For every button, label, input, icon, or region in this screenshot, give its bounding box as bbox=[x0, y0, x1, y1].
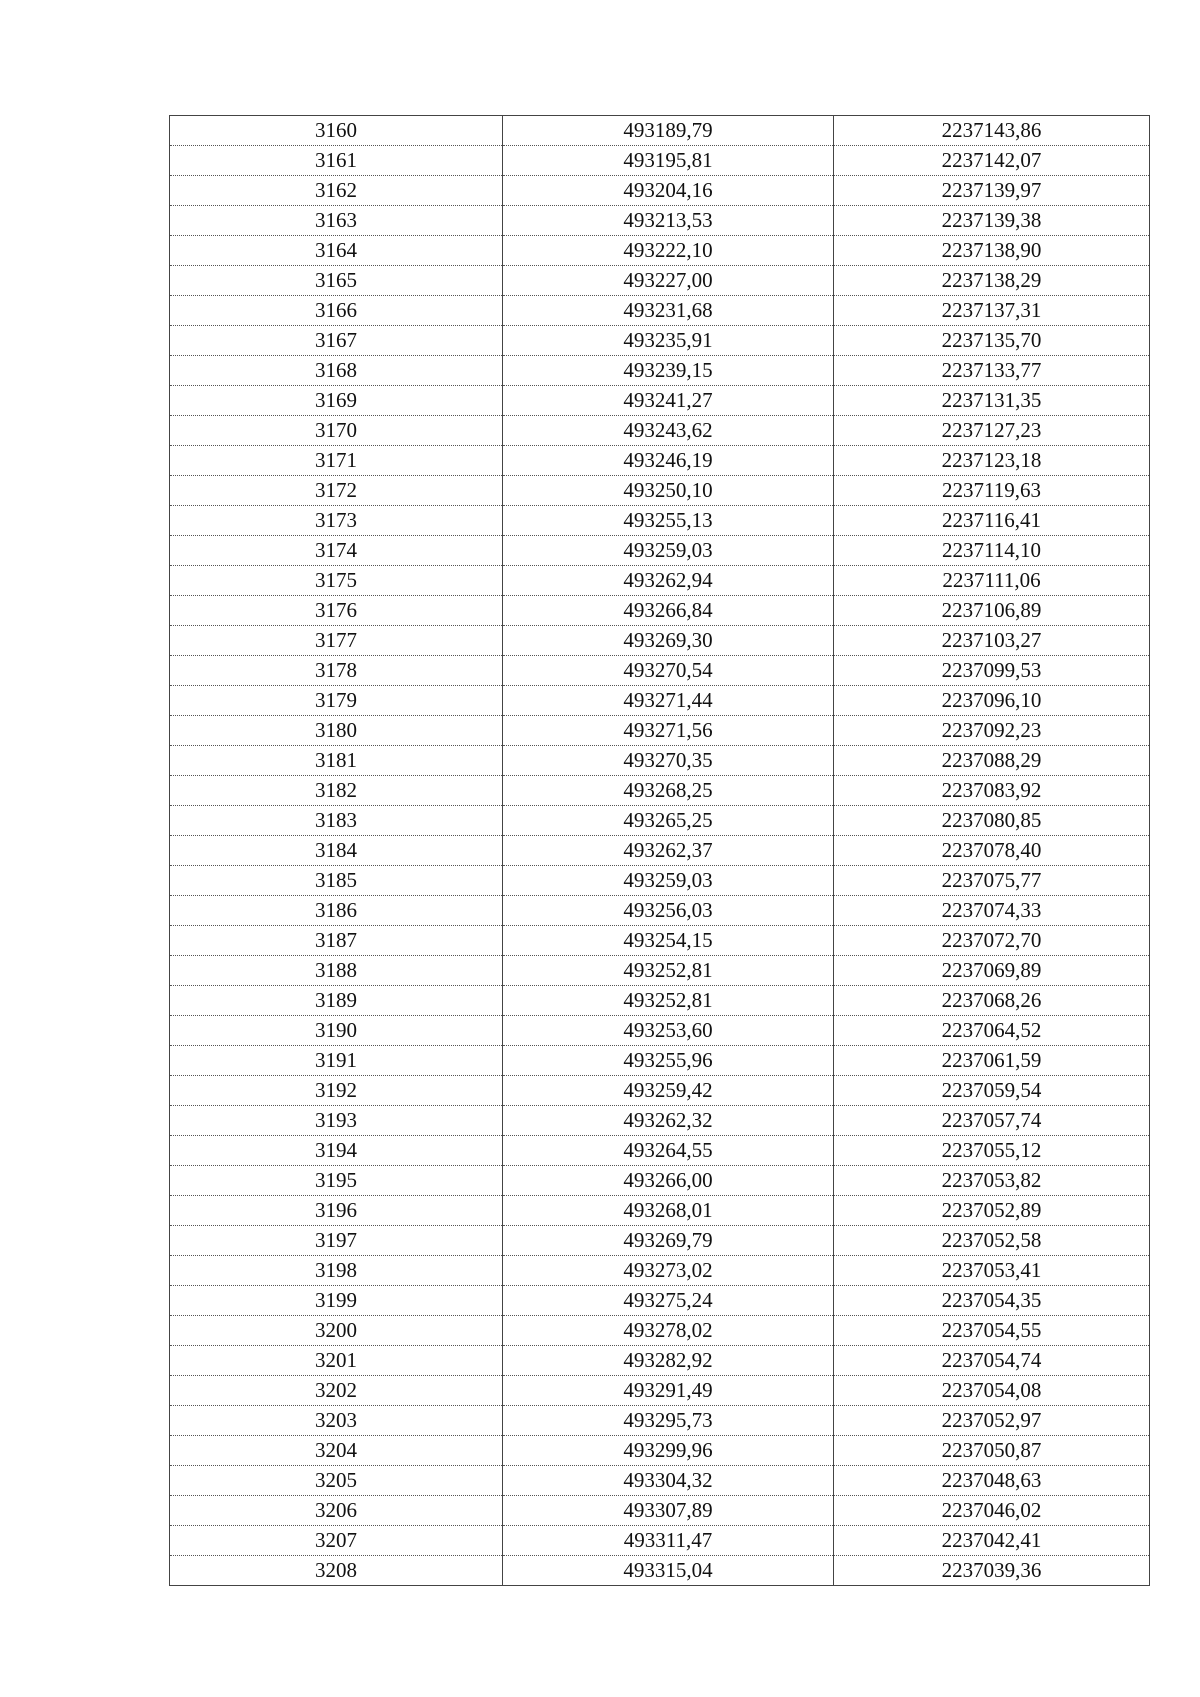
x-coordinate-cell: 493270,35 bbox=[503, 746, 834, 776]
x-coordinate-cell: 493268,01 bbox=[503, 1196, 834, 1226]
x-coordinate-cell: 493259,03 bbox=[503, 866, 834, 896]
point-number-cell: 3202 bbox=[170, 1376, 503, 1406]
y-coordinate-cell: 2237083,92 bbox=[834, 776, 1150, 806]
point-number-cell: 3175 bbox=[170, 566, 503, 596]
x-coordinate-cell: 493315,04 bbox=[503, 1556, 834, 1586]
x-coordinate-cell: 493295,73 bbox=[503, 1406, 834, 1436]
point-number-cell: 3170 bbox=[170, 416, 503, 446]
y-coordinate-cell: 2237068,26 bbox=[834, 986, 1150, 1016]
table-row bbox=[170, 926, 1150, 956]
point-number-cell: 3190 bbox=[170, 1016, 503, 1046]
y-coordinate-cell: 2237138,90 bbox=[834, 236, 1150, 266]
x-coordinate-cell: 493268,25 bbox=[503, 776, 834, 806]
table-row bbox=[170, 176, 1150, 206]
point-number-cell: 3204 bbox=[170, 1436, 503, 1466]
point-number-cell: 3178 bbox=[170, 656, 503, 686]
point-number-cell: 3198 bbox=[170, 1256, 503, 1286]
point-number-cell: 3203 bbox=[170, 1406, 503, 1436]
point-number-cell: 3194 bbox=[170, 1136, 503, 1166]
x-coordinate-cell: 493204,16 bbox=[503, 176, 834, 206]
y-coordinate-cell: 2237099,53 bbox=[834, 656, 1150, 686]
x-coordinate-cell: 493307,89 bbox=[503, 1496, 834, 1526]
x-coordinate-cell: 493255,13 bbox=[503, 506, 834, 536]
y-coordinate-cell: 2237137,31 bbox=[834, 296, 1150, 326]
y-coordinate-cell: 2237143,86 bbox=[834, 116, 1150, 146]
table-row bbox=[170, 1436, 1150, 1466]
table-row bbox=[170, 866, 1150, 896]
x-coordinate-cell: 493227,00 bbox=[503, 266, 834, 296]
point-number-cell: 3173 bbox=[170, 506, 503, 536]
y-coordinate-cell: 2237069,89 bbox=[834, 956, 1150, 986]
y-coordinate-cell: 2237052,89 bbox=[834, 1196, 1150, 1226]
point-number-cell: 3199 bbox=[170, 1286, 503, 1316]
table-row bbox=[170, 1376, 1150, 1406]
table-row bbox=[170, 836, 1150, 866]
table-row bbox=[170, 116, 1150, 146]
table-row bbox=[170, 1076, 1150, 1106]
table-row bbox=[170, 1556, 1150, 1586]
y-coordinate-cell: 2237103,27 bbox=[834, 626, 1150, 656]
point-number-cell: 3207 bbox=[170, 1526, 503, 1556]
table-row bbox=[170, 1346, 1150, 1376]
table-row bbox=[170, 776, 1150, 806]
table-row bbox=[170, 296, 1150, 326]
y-coordinate-cell: 2237139,38 bbox=[834, 206, 1150, 236]
y-coordinate-cell: 2237052,58 bbox=[834, 1226, 1150, 1256]
point-number-cell: 3200 bbox=[170, 1316, 503, 1346]
y-coordinate-cell: 2237074,33 bbox=[834, 896, 1150, 926]
point-number-cell: 3208 bbox=[170, 1556, 503, 1586]
x-coordinate-cell: 493270,54 bbox=[503, 656, 834, 686]
y-coordinate-cell: 2237092,23 bbox=[834, 716, 1150, 746]
y-coordinate-cell: 2237054,08 bbox=[834, 1376, 1150, 1406]
table-row bbox=[170, 206, 1150, 236]
y-coordinate-cell: 2237138,29 bbox=[834, 266, 1150, 296]
table-row bbox=[170, 356, 1150, 386]
point-number-cell: 3186 bbox=[170, 896, 503, 926]
table-row bbox=[170, 986, 1150, 1016]
y-coordinate-cell: 2237053,82 bbox=[834, 1166, 1150, 1196]
table-row bbox=[170, 1106, 1150, 1136]
x-coordinate-cell: 493189,79 bbox=[503, 116, 834, 146]
y-coordinate-cell: 2237088,29 bbox=[834, 746, 1150, 776]
point-number-cell: 3162 bbox=[170, 176, 503, 206]
point-number-cell: 3183 bbox=[170, 806, 503, 836]
table-row bbox=[170, 236, 1150, 266]
y-coordinate-cell: 2237114,10 bbox=[834, 536, 1150, 566]
table-row bbox=[170, 1016, 1150, 1046]
table-row bbox=[170, 1226, 1150, 1256]
point-number-cell: 3163 bbox=[170, 206, 503, 236]
point-number-cell: 3192 bbox=[170, 1076, 503, 1106]
table-row bbox=[170, 596, 1150, 626]
y-coordinate-cell: 2237048,63 bbox=[834, 1466, 1150, 1496]
x-coordinate-cell: 493299,96 bbox=[503, 1436, 834, 1466]
y-coordinate-cell: 2237052,97 bbox=[834, 1406, 1150, 1436]
x-coordinate-cell: 493254,15 bbox=[503, 926, 834, 956]
x-coordinate-cell: 493265,25 bbox=[503, 806, 834, 836]
y-coordinate-cell: 2237111,06 bbox=[834, 566, 1150, 596]
y-coordinate-cell: 2237054,35 bbox=[834, 1286, 1150, 1316]
x-coordinate-cell: 493262,32 bbox=[503, 1106, 834, 1136]
point-number-cell: 3174 bbox=[170, 536, 503, 566]
table-row bbox=[170, 1136, 1150, 1166]
x-coordinate-cell: 493262,94 bbox=[503, 566, 834, 596]
x-coordinate-cell: 493266,00 bbox=[503, 1166, 834, 1196]
x-coordinate-cell: 493271,44 bbox=[503, 686, 834, 716]
point-number-cell: 3176 bbox=[170, 596, 503, 626]
x-coordinate-cell: 493213,53 bbox=[503, 206, 834, 236]
point-number-cell: 3172 bbox=[170, 476, 503, 506]
point-number-cell: 3195 bbox=[170, 1166, 503, 1196]
table-row bbox=[170, 446, 1150, 476]
y-coordinate-cell: 2237127,23 bbox=[834, 416, 1150, 446]
point-number-cell: 3168 bbox=[170, 356, 503, 386]
x-coordinate-cell: 493311,47 bbox=[503, 1526, 834, 1556]
point-number-cell: 3166 bbox=[170, 296, 503, 326]
x-coordinate-cell: 493241,27 bbox=[503, 386, 834, 416]
x-coordinate-cell: 493291,49 bbox=[503, 1376, 834, 1406]
y-coordinate-cell: 2237133,77 bbox=[834, 356, 1150, 386]
x-coordinate-cell: 493246,19 bbox=[503, 446, 834, 476]
table-row bbox=[170, 746, 1150, 776]
x-coordinate-cell: 493239,15 bbox=[503, 356, 834, 386]
x-coordinate-cell: 493256,03 bbox=[503, 896, 834, 926]
y-coordinate-cell: 2237046,02 bbox=[834, 1496, 1150, 1526]
table-row bbox=[170, 626, 1150, 656]
point-number-cell: 3182 bbox=[170, 776, 503, 806]
point-number-cell: 3169 bbox=[170, 386, 503, 416]
point-number-cell: 3205 bbox=[170, 1466, 503, 1496]
y-coordinate-cell: 2237064,52 bbox=[834, 1016, 1150, 1046]
table-row bbox=[170, 1406, 1150, 1436]
y-coordinate-cell: 2237059,54 bbox=[834, 1076, 1150, 1106]
table-row bbox=[170, 1256, 1150, 1286]
x-coordinate-cell: 493278,02 bbox=[503, 1316, 834, 1346]
table-row bbox=[170, 416, 1150, 446]
table-row bbox=[170, 1046, 1150, 1076]
point-number-cell: 3184 bbox=[170, 836, 503, 866]
x-coordinate-cell: 493269,30 bbox=[503, 626, 834, 656]
point-number-cell: 3179 bbox=[170, 686, 503, 716]
x-coordinate-cell: 493282,92 bbox=[503, 1346, 834, 1376]
point-number-cell: 3191 bbox=[170, 1046, 503, 1076]
x-coordinate-cell: 493304,32 bbox=[503, 1466, 834, 1496]
table-row bbox=[170, 1166, 1150, 1196]
x-coordinate-cell: 493264,55 bbox=[503, 1136, 834, 1166]
point-number-cell: 3187 bbox=[170, 926, 503, 956]
y-coordinate-cell: 2237072,70 bbox=[834, 926, 1150, 956]
y-coordinate-cell: 2237139,97 bbox=[834, 176, 1150, 206]
table-row bbox=[170, 476, 1150, 506]
x-coordinate-cell: 493275,24 bbox=[503, 1286, 834, 1316]
table-row bbox=[170, 956, 1150, 986]
point-number-cell: 3164 bbox=[170, 236, 503, 266]
point-number-cell: 3206 bbox=[170, 1496, 503, 1526]
point-number-cell: 3185 bbox=[170, 866, 503, 896]
y-coordinate-cell: 2237096,10 bbox=[834, 686, 1150, 716]
table-row bbox=[170, 686, 1150, 716]
point-number-cell: 3180 bbox=[170, 716, 503, 746]
y-coordinate-cell: 2237078,40 bbox=[834, 836, 1150, 866]
x-coordinate-cell: 493235,91 bbox=[503, 326, 834, 356]
y-coordinate-cell: 2237053,41 bbox=[834, 1256, 1150, 1286]
y-coordinate-cell: 2237135,70 bbox=[834, 326, 1150, 356]
x-coordinate-cell: 493273,02 bbox=[503, 1256, 834, 1286]
table-row bbox=[170, 386, 1150, 416]
x-coordinate-cell: 493231,68 bbox=[503, 296, 834, 326]
x-coordinate-cell: 493266,84 bbox=[503, 596, 834, 626]
coordinates-table-body bbox=[170, 116, 1150, 1586]
x-coordinate-cell: 493269,79 bbox=[503, 1226, 834, 1256]
point-number-cell: 3161 bbox=[170, 146, 503, 176]
coordinates-table bbox=[169, 115, 1150, 1586]
y-coordinate-cell: 2237039,36 bbox=[834, 1556, 1150, 1586]
y-coordinate-cell: 2237057,74 bbox=[834, 1106, 1150, 1136]
y-coordinate-cell: 2237054,55 bbox=[834, 1316, 1150, 1346]
x-coordinate-cell: 493271,56 bbox=[503, 716, 834, 746]
table-row bbox=[170, 1316, 1150, 1346]
x-coordinate-cell: 493259,03 bbox=[503, 536, 834, 566]
table-row bbox=[170, 266, 1150, 296]
point-number-cell: 3201 bbox=[170, 1346, 503, 1376]
y-coordinate-cell: 2237119,63 bbox=[834, 476, 1150, 506]
x-coordinate-cell: 493222,10 bbox=[503, 236, 834, 266]
x-coordinate-cell: 493195,81 bbox=[503, 146, 834, 176]
table-row bbox=[170, 1496, 1150, 1526]
y-coordinate-cell: 2237142,07 bbox=[834, 146, 1150, 176]
y-coordinate-cell: 2237131,35 bbox=[834, 386, 1150, 416]
x-coordinate-cell: 493250,10 bbox=[503, 476, 834, 506]
table-row bbox=[170, 506, 1150, 536]
point-number-cell: 3167 bbox=[170, 326, 503, 356]
y-coordinate-cell: 2237080,85 bbox=[834, 806, 1150, 836]
y-coordinate-cell: 2237054,74 bbox=[834, 1346, 1150, 1376]
table-row bbox=[170, 1526, 1150, 1556]
y-coordinate-cell: 2237116,41 bbox=[834, 506, 1150, 536]
point-number-cell: 3177 bbox=[170, 626, 503, 656]
table-row bbox=[170, 536, 1150, 566]
point-number-cell: 3165 bbox=[170, 266, 503, 296]
table-row bbox=[170, 896, 1150, 926]
x-coordinate-cell: 493252,81 bbox=[503, 956, 834, 986]
table-row bbox=[170, 806, 1150, 836]
table-row bbox=[170, 656, 1150, 686]
y-coordinate-cell: 2237075,77 bbox=[834, 866, 1150, 896]
x-coordinate-cell: 493243,62 bbox=[503, 416, 834, 446]
point-number-cell: 3160 bbox=[170, 116, 503, 146]
y-coordinate-cell: 2237061,59 bbox=[834, 1046, 1150, 1076]
point-number-cell: 3196 bbox=[170, 1196, 503, 1226]
point-number-cell: 3188 bbox=[170, 956, 503, 986]
table-row bbox=[170, 566, 1150, 596]
y-coordinate-cell: 2237050,87 bbox=[834, 1436, 1150, 1466]
point-number-cell: 3171 bbox=[170, 446, 503, 476]
point-number-cell: 3181 bbox=[170, 746, 503, 776]
y-coordinate-cell: 2237055,12 bbox=[834, 1136, 1150, 1166]
y-coordinate-cell: 2237123,18 bbox=[834, 446, 1150, 476]
table-row bbox=[170, 1286, 1150, 1316]
point-number-cell: 3197 bbox=[170, 1226, 503, 1256]
table-row bbox=[170, 326, 1150, 356]
table-row bbox=[170, 1196, 1150, 1226]
x-coordinate-cell: 493262,37 bbox=[503, 836, 834, 866]
y-coordinate-cell: 2237106,89 bbox=[834, 596, 1150, 626]
table-row bbox=[170, 716, 1150, 746]
point-number-cell: 3189 bbox=[170, 986, 503, 1016]
x-coordinate-cell: 493259,42 bbox=[503, 1076, 834, 1106]
x-coordinate-cell: 493255,96 bbox=[503, 1046, 834, 1076]
table-row bbox=[170, 146, 1150, 176]
table-row bbox=[170, 1466, 1150, 1496]
y-coordinate-cell: 2237042,41 bbox=[834, 1526, 1150, 1556]
x-coordinate-cell: 493252,81 bbox=[503, 986, 834, 1016]
point-number-cell: 3193 bbox=[170, 1106, 503, 1136]
x-coordinate-cell: 493253,60 bbox=[503, 1016, 834, 1046]
